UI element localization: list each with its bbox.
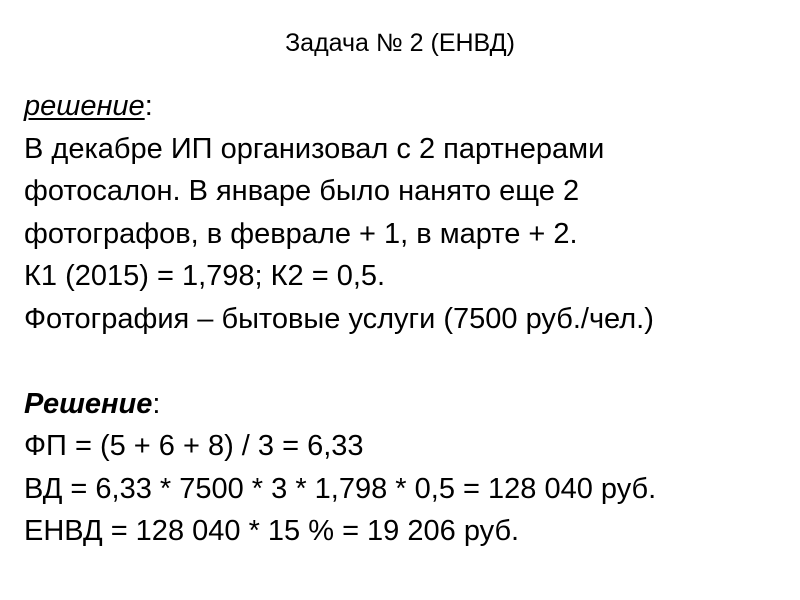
solution-heading-colon: : [152,387,161,420]
conditions-heading: решение [24,90,145,122]
conditions-heading-line [24,85,784,128]
solution-line-3: ЕНВД = 128 040 * 15 % = 19 206 руб. [24,515,520,547]
conditions-line-5: Фотография – бытовые услуги (7500 руб./чел.) [24,302,654,335]
conditions-heading-colon: : [144,90,153,122]
solution-heading: Решение [24,387,153,420]
conditions-line-4: К1 (2015) = 1,798; К2 = 0,5. [24,260,386,292]
conditions-line-1: В декабре ИП организовал с 2 партнерами [24,132,605,165]
solution-line-2: ВД = 6,33 * 7500 * 3 * 1,798 * 0,5 = 128 040 руб. [24,472,657,505]
solution-line-1: ФП = (5 + 6 + 8) / 3 = 6,33 [24,430,364,462]
conditions-line-2: фотосалон. В январе было нанято еще 2 [24,175,580,207]
conditions-line-3: фотографов, в феврале + 1, в марте + 2. [24,217,578,250]
slide-title: Задача № 2 (ЕНВД) [285,29,515,57]
slide-content [24,85,784,553]
section-spacer [24,340,784,383]
solution-heading-line [24,383,784,426]
